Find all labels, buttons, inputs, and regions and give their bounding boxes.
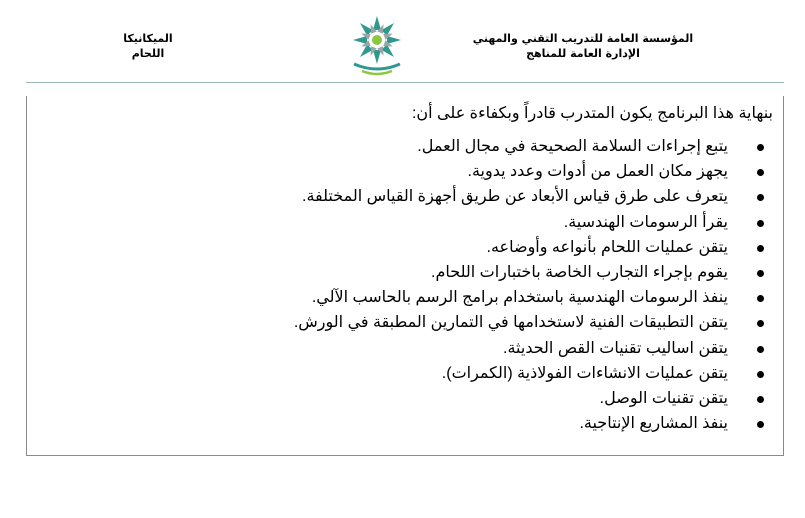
list-item-text: يتقن عمليات اللحام بأنواعه وأوضاعه. xyxy=(486,238,728,256)
bullet-icon xyxy=(757,295,764,302)
header-divider xyxy=(26,82,784,83)
list-item-text: يتبع إجراءات السلامة الصحيحة في مجال العمل. xyxy=(417,138,728,155)
department-header xyxy=(108,31,188,61)
list-item-text: يقوم بإجراء التجارب الخاصة باختبارات اللحام. xyxy=(431,263,728,281)
list-item xyxy=(294,287,728,312)
organization-header xyxy=(453,31,713,61)
list-item-text: يتقن التطبيقات الفنية لاستخدامها في التمارين المطبقة في الورش. xyxy=(293,314,728,332)
list-item-text: يتعرف على طرق قياس الأبعاد عن طريق أجهزة القياس المختلفة. xyxy=(302,188,728,206)
org-department: الإدارة العامة للمناهج xyxy=(526,47,640,60)
list-item xyxy=(294,186,728,211)
bullet-icon xyxy=(757,396,764,403)
list-item-text: ينفذ الرسومات الهندسية باستخدام برامج الرسم بالحاسب الآلي. xyxy=(311,289,728,307)
bullet-icon xyxy=(757,320,764,327)
list-item xyxy=(294,212,728,237)
bullet-icon xyxy=(757,371,764,378)
list-item xyxy=(294,161,728,186)
bullet-icon xyxy=(757,421,764,428)
list-item xyxy=(294,312,728,337)
list-item xyxy=(294,136,728,161)
bullet-icon xyxy=(757,144,764,151)
list-item xyxy=(294,262,728,287)
list-item-text: يقرأ الرسومات الهندسية. xyxy=(563,213,728,231)
bullet-icon xyxy=(757,220,764,227)
dept-name: الميكانيكا xyxy=(123,32,173,45)
tvtc-logo-icon xyxy=(348,14,406,78)
objectives-box xyxy=(26,96,784,456)
objectives-intro: بنهاية هذا البرنامج يكون المتدرب قادراً وبكفاءة على أن: xyxy=(411,105,773,122)
list-item-text: يتقن اساليب تقنيات القص الحديثة. xyxy=(503,339,728,357)
list-item-text: يتقن عمليات الانشاءات الفولاذية (الكمرات). xyxy=(441,364,728,382)
org-name: المؤسسة العامة للتدريب التقني والمهني xyxy=(472,32,694,45)
bullet-icon xyxy=(757,346,764,353)
list-item xyxy=(294,237,728,262)
dept-specialty: اللحام xyxy=(131,47,165,60)
list-item xyxy=(294,363,728,388)
list-item xyxy=(294,388,728,413)
list-item xyxy=(294,338,728,363)
bullet-icon xyxy=(757,270,764,277)
bullet-icon xyxy=(757,169,764,176)
bullet-icon xyxy=(757,245,764,252)
bullet-icon xyxy=(757,194,764,201)
list-item xyxy=(294,413,728,438)
list-item-text: ينفذ المشاريع الإنتاجية. xyxy=(579,415,728,433)
list-item-text: يتقن تقنيات الوصل. xyxy=(599,389,728,407)
objectives-list xyxy=(294,136,728,438)
list-item-text: يجهز مكان العمل من أدوات وعدد يدوية. xyxy=(467,163,728,181)
